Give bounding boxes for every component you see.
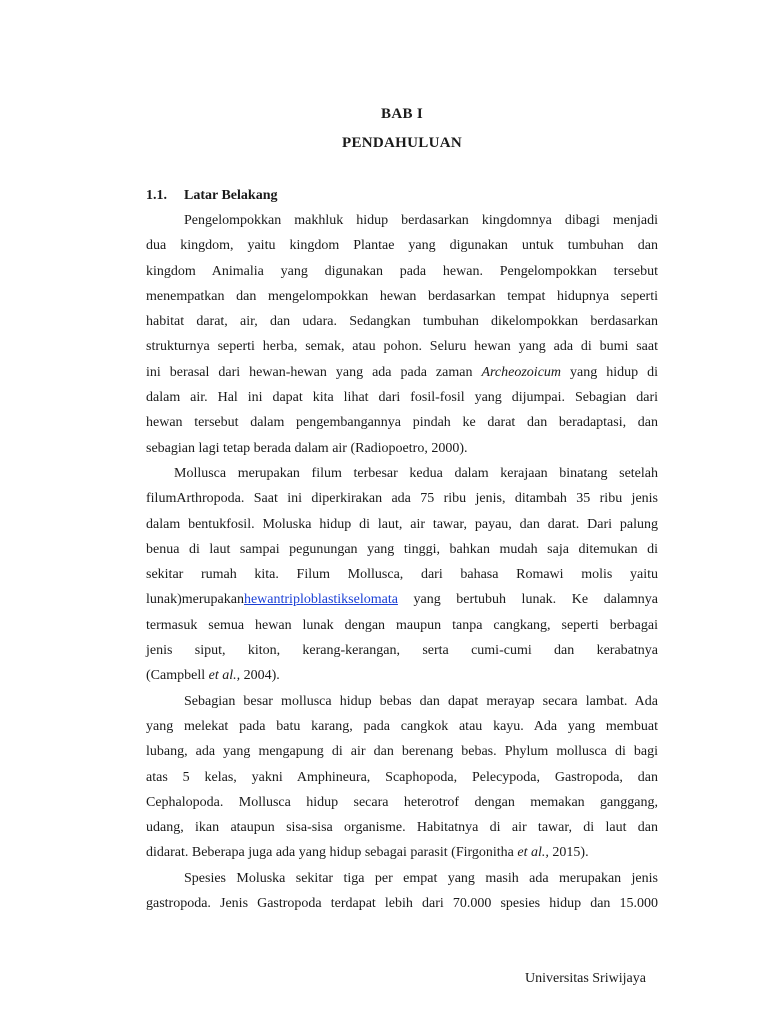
text-line: jenis siput, kiton, kerang-kerangan, serta cumi-cumi dan kerabatnya [146, 643, 658, 659]
text-line: sebagian lagi tetap berada dalam air (Radiopoetro, 2000). [146, 440, 468, 456]
text-line: Spesies Moluska sekitar tiga per empat yang masih ada merupakan jenis [184, 870, 658, 886]
text-line: Pengelompokkan makhluk hidup berdasarkan kingdomnya dibagi menjadi [184, 213, 658, 228]
text-line: menempatkan dan mengelompokkan hewan berdasarkan tempat hidupnya seperti [146, 288, 658, 304]
text-line: termasuk semua hewan lunak dengan maupun tanpa cangkang, seperti berbagai [146, 617, 658, 633]
text-line: Cephalopoda. Mollusca hidup secara heterotrof dengan memakan ganggang, [146, 794, 658, 810]
text-line: atas 5 kelas, yakni Amphineura, Scaphopoda, Pelecypoda, Gastropoda, dan [146, 769, 658, 785]
text-line [146, 840, 658, 865]
text-line: filumArthropoda. Saat ini diperkirakan ada 75 ribu jenis, ditambah 35 ribu jenis [146, 491, 658, 507]
italic-term: et al., [517, 845, 549, 861]
text-line: benua di laut sampai pegunungan yang tinggi, bahkan mudah saja ditemukan di [146, 541, 658, 557]
section-heading [146, 188, 277, 204]
text-run: (Campbell [146, 668, 209, 684]
text-line: kingdom Animalia yang digunakan pada hewan. Pengelompokkan tersebut [146, 263, 658, 279]
text-line: lubang, ada yang mengapung di air dan berenang bebas. Phylum mollusca di bagi [146, 744, 658, 760]
text-line: yang melekat pada batu karang, pada cangkok atau kayu. Ada yang membuat [146, 718, 658, 734]
text-line: dalam air. Hal ini dapat kita lihat dari fosil-fosil yang dijumpai. Sebagian dari [146, 390, 658, 406]
text-line: udang, ikan ataupun sisa-sisa organisme. Habitatnya di air tawar, di laut dan [146, 820, 658, 836]
text-line [146, 663, 658, 688]
text-line: sekitar rumah kita. Filum Mollusca, dari bahasa Romawi molis yaitu [146, 567, 658, 583]
text-run: didarat. Beberapa juga ada yang hidup sebagai parasit (Firgonitha [146, 845, 518, 861]
section-number: 1.1. [146, 188, 167, 203]
text-line [146, 360, 658, 385]
text-run: ini berasal dari hewan-hewan yang ada pada zaman [146, 364, 482, 380]
page-footer: Universitas Sriwijaya [525, 971, 646, 986]
chapter-title: PENDAHULUAN [342, 135, 462, 151]
text-line: hewan tersebut dalam pengembangannya pindah ke darat dan beradaptasi, dan [146, 415, 658, 431]
text-line: dua kingdom, yaitu kingdom Plantae yang digunakan untuk tumbuhan dan [146, 238, 658, 254]
body-text [146, 208, 658, 916]
text-run: lunak)merupakan [146, 592, 244, 608]
italic-term: Archeozoicum [481, 364, 562, 380]
text-line: strukturnya seperti herba, semak, atau pohon. Seluru hewan yang ada di bumi saat [146, 339, 658, 355]
chapter-number: BAB I [381, 106, 423, 122]
hyperlink[interactable]: hewantriploblastikselomata [243, 592, 398, 608]
text-run: yang hidup di [561, 364, 658, 380]
text-line: dalam bentukfosil. Moluska hidup di laut, air tawar, payau, dan darat. Dari palung [146, 516, 658, 532]
text-line: habitat darat, air, dan udara. Sedangkan tumbuhan dikelompokkan berdasarkan [146, 314, 658, 330]
text-run: yang bertubuh lunak. Ke dalamnya [397, 592, 658, 608]
text-run: 2015). [548, 845, 589, 861]
text-line: gastropoda. Jenis Gastropoda terdapat lebih dari 70.000 spesies hidup dan 15.000 [146, 896, 658, 912]
text-line [146, 587, 658, 612]
text-line: Mollusca merupakan filum terbesar kedua dalam kerajaan binatang setelah [174, 465, 658, 481]
text-run: 2004). [240, 668, 280, 684]
text-line: Sebagian besar mollusca hidup bebas dan dapat merayap secara lambat. Ada [184, 693, 658, 709]
italic-term: et al., [208, 668, 241, 684]
section-title: Latar Belakang [184, 188, 278, 203]
